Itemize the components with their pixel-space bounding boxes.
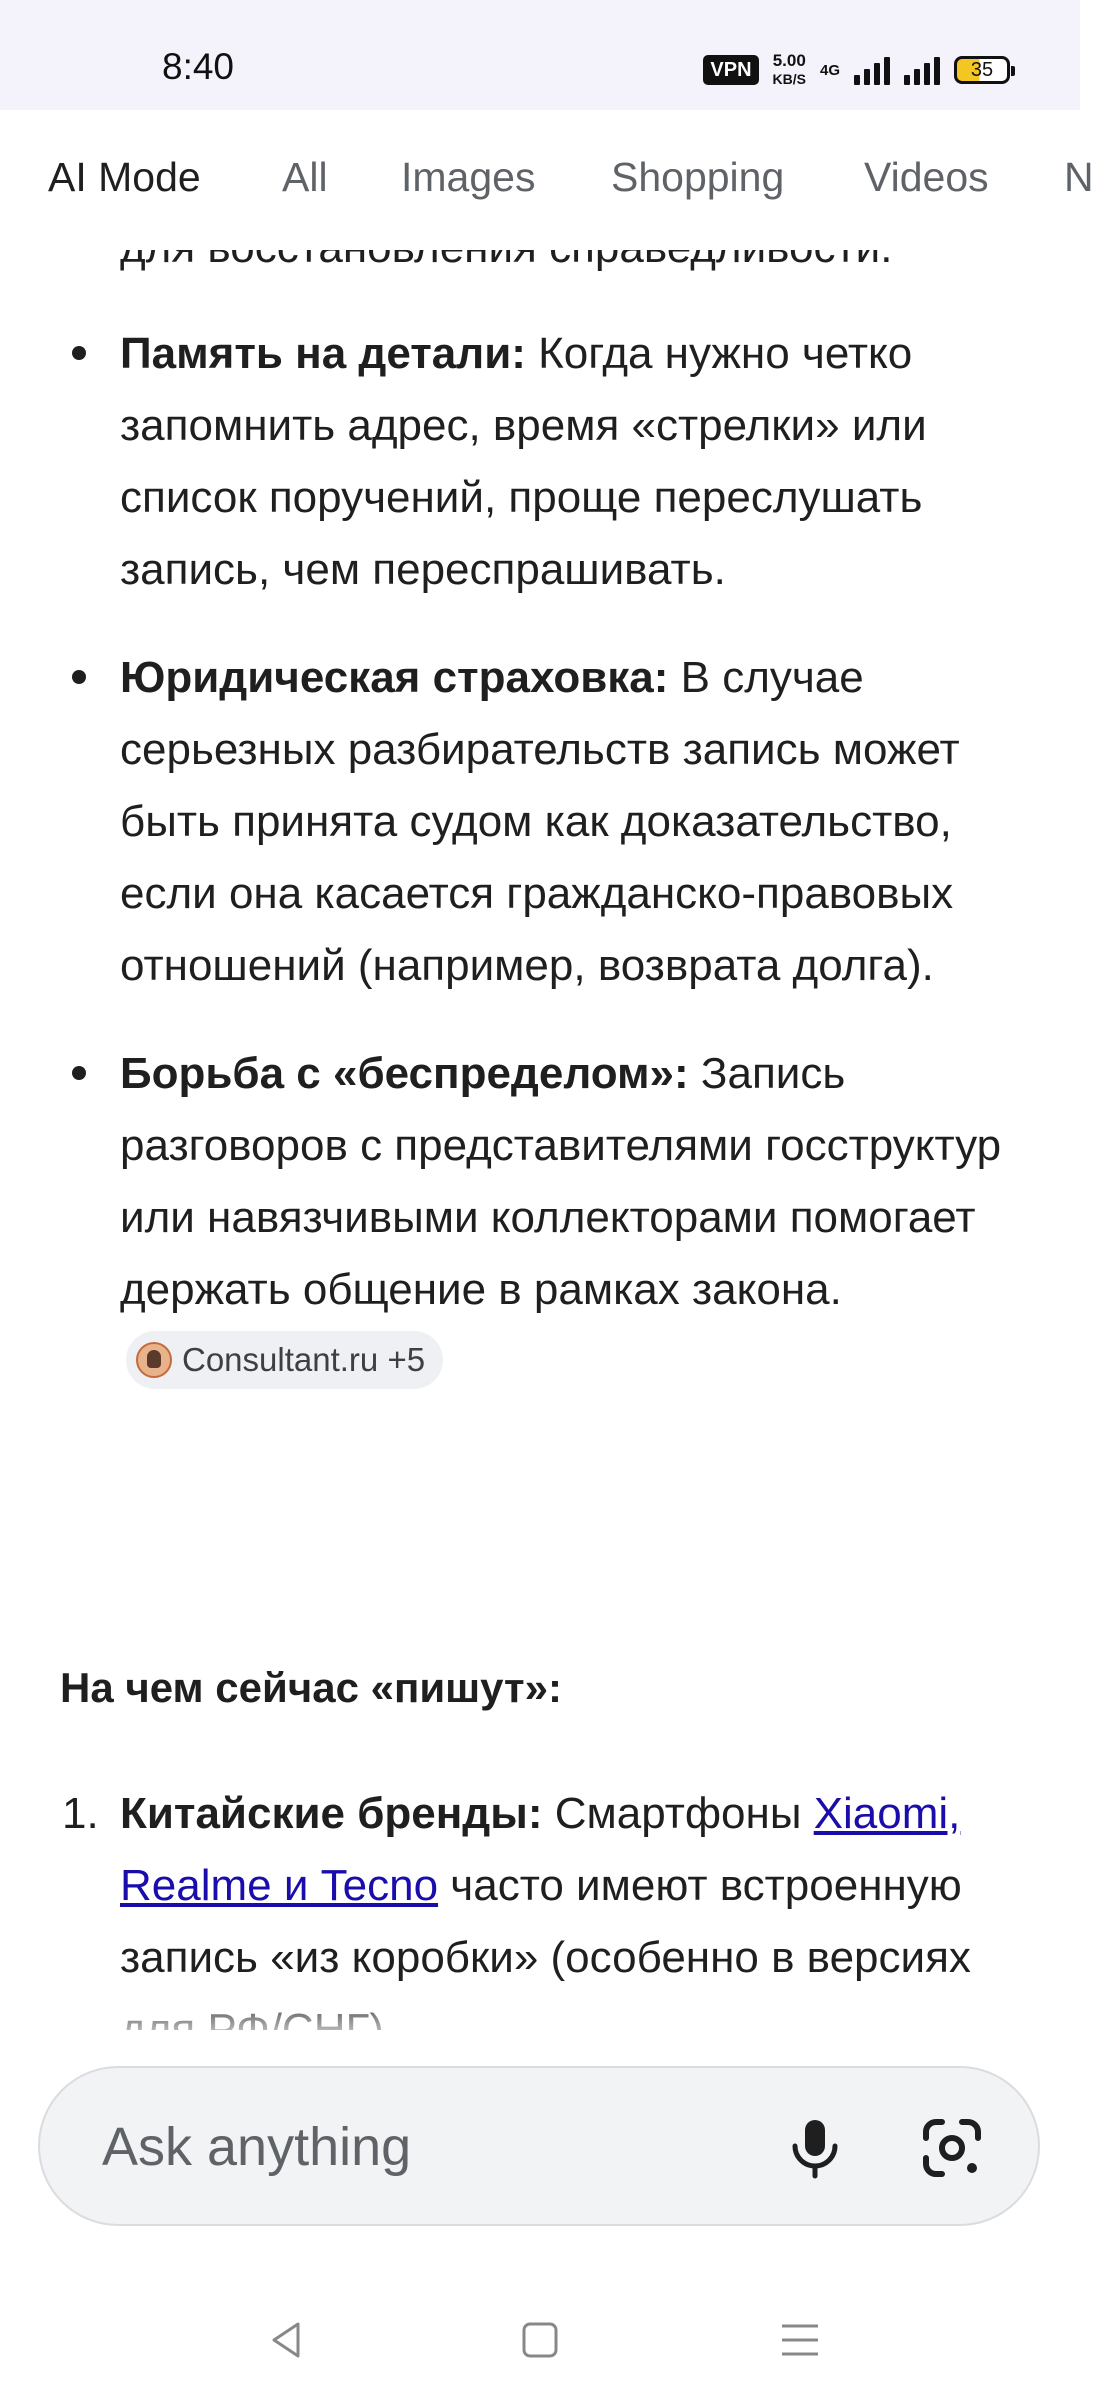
network-type: 4G — [819, 61, 840, 79]
bullet-dot — [72, 670, 86, 684]
bullet-title: Борьба с «беспределом»: — [120, 1049, 689, 1098]
tab-images[interactable]: Images — [401, 154, 536, 200]
source-chip[interactable] — [126, 1331, 443, 1389]
tab-all[interactable]: All — [282, 154, 328, 200]
status-time: 8:40 — [162, 46, 235, 87]
brands-link[interactable]: Xiaomi, Realme и Tecno — [120, 1789, 961, 1910]
item-text-after: часто имеют встроенную запись «из коробки» (особенно в версиях — [120, 1861, 971, 1982]
list-item — [60, 642, 1020, 1002]
network-speed-unit: KB/S — [772, 71, 806, 87]
google-lens-icon[interactable] — [912, 2108, 992, 2188]
system-nav-bar — [0, 2300, 1080, 2380]
bullet-text: Когда нужно четко запомнить адрес, время «стрелки» или список поручений, проще переслушать запись, чем переспрашивать. — [120, 329, 927, 594]
network-speed-value: 5.00 — [772, 51, 806, 70]
ask-box[interactable] — [38, 2066, 1040, 2226]
list-item — [60, 1038, 1020, 1398]
list-number: 1. — [62, 1789, 99, 1838]
tab-shopping[interactable]: Shopping — [611, 154, 785, 200]
section-heading: На чем сейчас «пишут»: — [60, 1664, 562, 1711]
bullet-dot — [72, 346, 86, 360]
back-icon[interactable] — [256, 2310, 316, 2370]
search-tabs — [0, 110, 1094, 250]
tab-news-partial[interactable]: N — [1064, 154, 1094, 200]
mic-icon[interactable] — [775, 2108, 855, 2188]
vpn-icon: VPN — [703, 55, 758, 85]
tab-ai-mode[interactable]: AI Mode — [48, 154, 201, 200]
tab-videos[interactable]: Videos — [864, 154, 989, 200]
home-icon[interactable] — [510, 2310, 570, 2370]
list-item — [60, 318, 1020, 606]
battery-icon: 35 — [954, 56, 1010, 84]
source-chip-label: Consultant.ru +5 — [182, 1341, 426, 1379]
bullet-title: Память на детали: — [120, 329, 526, 378]
bullet-list — [60, 318, 1020, 1434]
bullet-dot — [72, 1066, 86, 1080]
bullet-text: Запись разговоров с представителями госструктур или навязчивыми коллекторами помогает держать общение в рамках закона. — [120, 1049, 1002, 1314]
bullet-text: В случае серьезных разбирательств запись может быть принята судом как доказательство, если она касается гражданско-правовых отношений (например, возврата долга). — [120, 653, 960, 990]
menu-icon[interactable] — [770, 2310, 830, 2370]
bullet-title: Юридическая страховка: — [120, 653, 669, 702]
source-avatar-icon — [136, 1342, 172, 1378]
item-text-before: Смартфоны — [554, 1789, 802, 1838]
ask-input[interactable] — [100, 2116, 704, 2178]
item-title: Китайские бренды: — [120, 1789, 543, 1838]
